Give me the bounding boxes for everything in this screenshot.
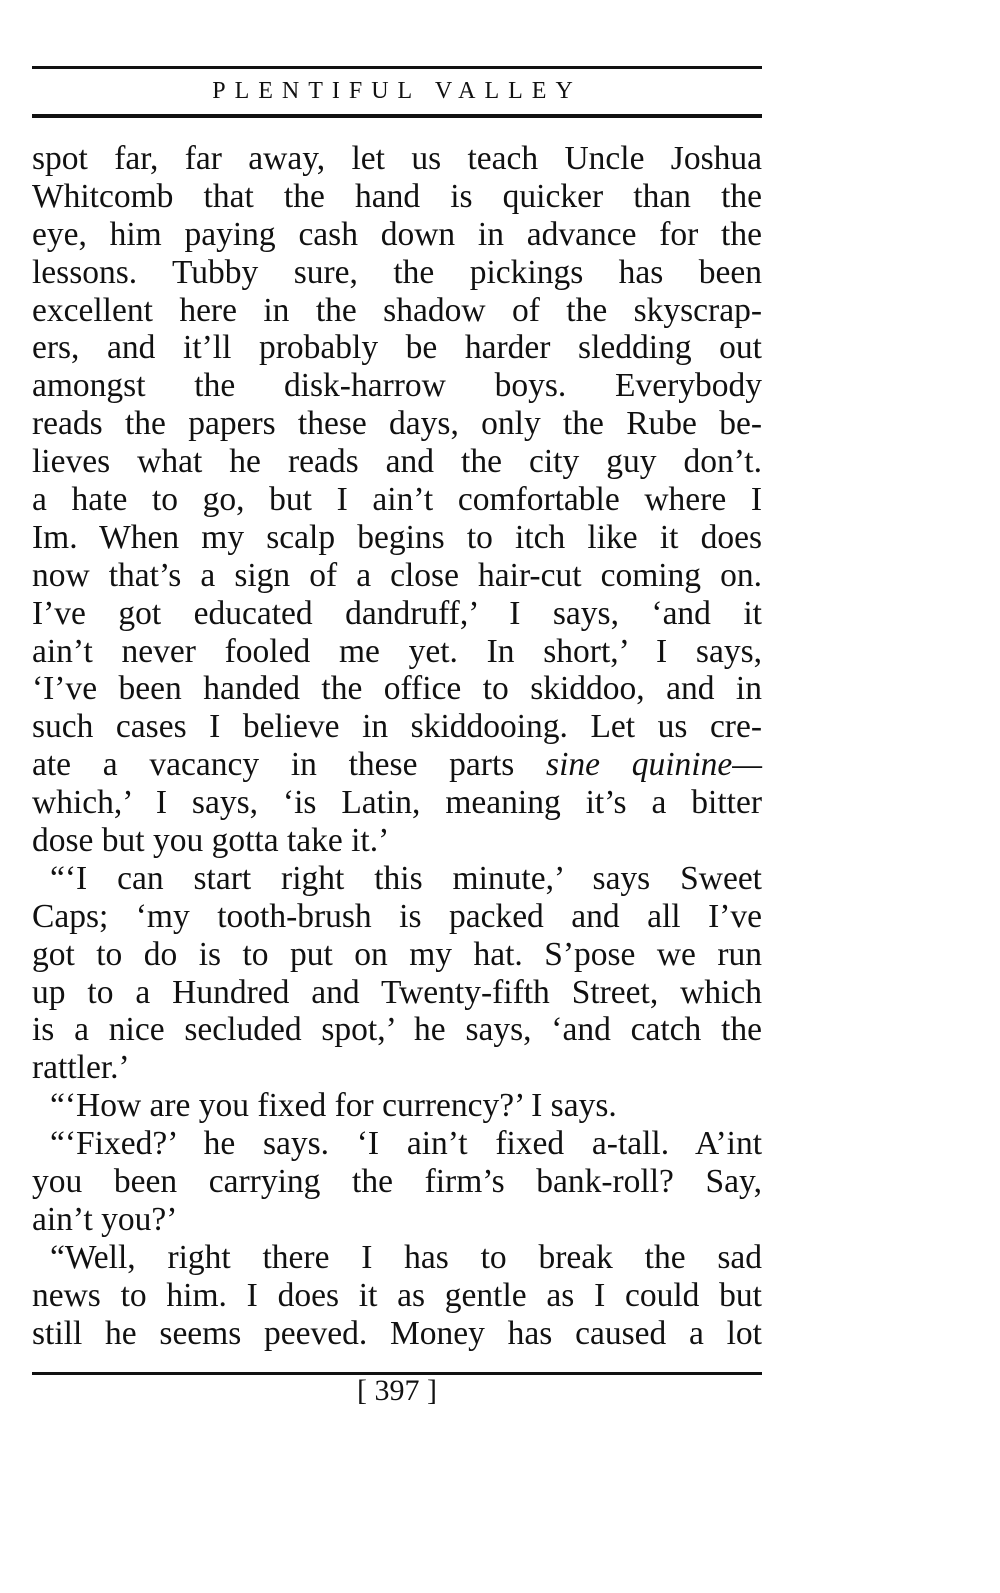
text-line: a hate to go, but I ain’t comfortable where I: [32, 481, 762, 519]
page-number: [ 397 ]: [357, 1374, 437, 1407]
text-line: got to do is to put on my hat. S’pose we run: [32, 935, 762, 973]
text-line: you been carrying the firm’s bank-roll? Say,: [32, 1163, 762, 1201]
text-line: “Well, right there I has to break the sad: [50, 1238, 762, 1276]
text-line: Whitcomb that the hand is quicker than the: [32, 177, 762, 215]
text-line: eye, him paying cash down in advance for the: [32, 215, 762, 253]
top-rule: [32, 66, 762, 69]
text-line: dose but you gotta take it.’: [32, 822, 390, 860]
running-head: PLENTIFUL VALLEY: [212, 78, 582, 104]
text-line: such cases I believe in skiddooing. Let us cre-: [32, 708, 762, 746]
text-line-roman-part: ate a vacancy in these parts: [32, 746, 547, 784]
text-line: “‘Fixed?’ he says. ‘I ain’t fixed a-tall. A’int: [50, 1125, 762, 1163]
text-line: amongst the disk-harrow boys. Everybody: [32, 367, 762, 405]
text-line: ain’t never fooled me yet. In short,’ I says,: [32, 632, 762, 670]
text-line: ‘I’ve been handed the office to skiddoo, and in: [32, 670, 762, 708]
text-line: news to him. I does it as gentle as I could but: [32, 1276, 762, 1314]
text-line: ain’t you?’: [32, 1200, 178, 1238]
book-page: [32, 0, 762, 1593]
text-line: excellent here in the shadow of the skyscrap-: [32, 291, 762, 329]
text-line: Caps; ‘my tooth-brush is packed and all I’ve: [32, 897, 762, 935]
head-rule: [32, 114, 762, 118]
text-line: rattler.’: [32, 1049, 130, 1087]
text-line: “‘How are you fixed for currency?’ I says.: [50, 1087, 617, 1125]
text-line: is a nice secluded spot,’ he says, ‘and catch the: [32, 1011, 762, 1049]
text-line: up to a Hundred and Twenty-fifth Street, which: [32, 973, 762, 1011]
text-line: spot far, far away, let us teach Uncle Joshua: [32, 140, 762, 177]
italic-phrase: sine quinine—: [546, 746, 762, 784]
text-line-italic: [32, 746, 762, 784]
text-line: Im. When my scalp begins to itch like it does: [32, 518, 762, 556]
text-line: reads the papers these days, only the Rube be-: [32, 405, 762, 443]
text-line: ers, and it’ll probably be harder sledding out: [32, 329, 762, 367]
text-line: which,’ I says, ‘is Latin, meaning it’s a bitter: [32, 784, 762, 822]
text-line: still he seems peeved. Money has caused a lot: [32, 1314, 762, 1352]
text-line: “‘I can start right this minute,’ says Sweet: [50, 859, 762, 897]
body-text: [32, 140, 762, 1353]
text-line: I’ve got educated dandruff,’ I says, ‘and it: [32, 594, 762, 632]
text-line: lessons. Tubby sure, the pickings has been: [32, 253, 762, 291]
text-line: now that’s a sign of a close hair-cut coming on.: [32, 556, 762, 594]
text-line: lieves what he reads and the city guy don’t.: [32, 443, 762, 481]
